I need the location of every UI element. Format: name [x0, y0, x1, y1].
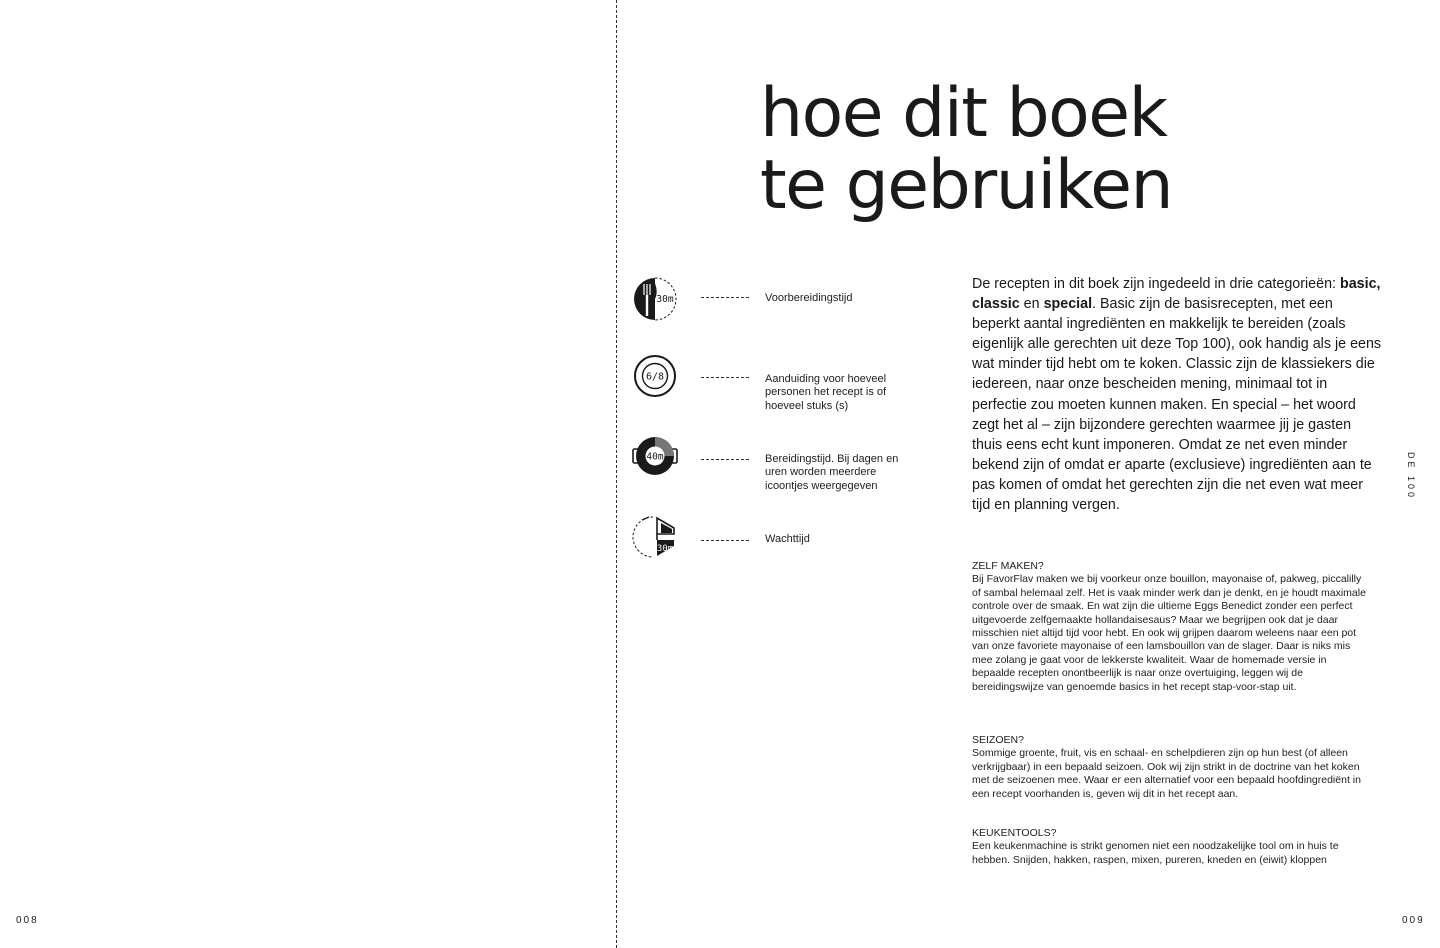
cutlery-timer-icon: [632, 276, 678, 322]
section-keukentools: [972, 827, 1372, 867]
leader-dots-1: [701, 297, 749, 298]
hourglass-waiting-icon: [632, 514, 678, 560]
section-zelf-maken: [972, 560, 1372, 694]
side-running-label: DE 100: [1406, 452, 1416, 501]
section-heading: SEIZOEN?: [972, 734, 1024, 746]
page-title: [760, 74, 1173, 225]
title-line-2: te gebruiken: [760, 146, 1173, 225]
legend-label-cooking-time: Bereidingstijd. Bij dagen en uren worden meerdere icoontjes weergegeven: [765, 453, 899, 492]
section-body: Bij FavorFlav maken we bij voorkeur onze bouillon, mayonaise of, pakweg, piccalilly of sambal helemaal zelf. Het is vaak minder werk dan je denkt, en je houdt maximale controle over de smaak. En wat zijn die ultieme Eggs Benedict zonder een perfect uitgevoerde zelfgemaakte hollandaisesaus? Maar we begrijpen ook dat je daar misschien niet altijd tijd voor hebt. En ook wij grijpen daarom weleens naar een pot van onze favoriete mayonaise of een lamsbouillon van de slager. Daar is niks mis mee zolang je gaat voor de lekkerste kwaliteit. Waar de homemade versie in bepaalde recepten onontbeerlijk is naar onze overtuiging, leggen wij de bereidingswijze van genoemde basics in het recept stap-voor-stap uit.: [972, 573, 1366, 693]
cutlery-timer-icon-text: 30m: [656, 294, 674, 305]
page-number-left: 008: [16, 915, 39, 926]
plate-servings-icon-text: 6/8: [645, 371, 665, 383]
intro-paragraph: [972, 274, 1382, 515]
intro-bold-special: special: [1043, 296, 1093, 313]
intro-sep-2: en: [1019, 296, 1044, 313]
page-fold-divider: [616, 0, 617, 948]
legend-label-prep-time: Voorbereidingstijd: [765, 292, 853, 304]
leader-dots-2: [701, 377, 749, 378]
section-body: Een keukenmachine is strikt genomen niet een noodzakelijke tool om in huis te hebben. Snijden, hakken, raspen, mixen, pureren, kneden en (eiwit) kloppen: [972, 840, 1339, 866]
title-line-1: hoe dit boek: [760, 74, 1167, 153]
pan-cooking-time-icon: [632, 433, 678, 479]
pan-cooking-time-icon-text: 40m: [646, 451, 664, 463]
plate-servings-icon: [632, 353, 678, 399]
hourglass-waiting-icon-text: 30m: [656, 544, 674, 554]
leader-dots-3: [701, 459, 749, 460]
section-heading: KEUKENTOOLS?: [972, 827, 1057, 839]
page-number-right: 009: [1402, 915, 1425, 926]
intro-text-1: De recepten in dit boek zijn ingedeeld in drie categorieën:: [972, 276, 1340, 292]
intro-bold-basic: basic: [1339, 276, 1377, 292]
legend-label-servings: Aanduiding voor hoeveel personen het recept is of hoeveel stuks (s): [765, 373, 887, 412]
intro-bold-sep-1: ,: [1376, 276, 1381, 292]
leader-dots-4: [701, 540, 749, 541]
intro-bold-classic: classic: [972, 296, 1020, 313]
intro-text-2: . Basic zijn de basisrecepten, met een beperkt aantal ingrediënten en makkelijk te bereiden (zoals eigenlijk alle gerechten uit deze Top 100), ook handig als je eens wat minder tijd hebt om te koken. Classic zijn de klassiekers die iedereen, naar onze bescheiden mening, minimaal tot in perfectie zou moeten kunnen maken. En special – het woord zegt het al – zijn bijzondere gerechten waarmee jij je gasten thuis eens echt kunt imponeren. Omdat ze net even minder bekend zijn of omdat er aparte (exclusieve) ingrediënten aan te pas komen of omdat het gerechten zijn die net even wat meer tijd en planning vergen.: [972, 296, 1382, 514]
section-heading: ZELF MAKEN?: [972, 560, 1044, 572]
legend-label-waiting-time: Wachttijd: [765, 533, 810, 545]
section-body: Sommige groente, fruit, vis en schaal- en schelpdieren zijn op hun best (of alleen verkrijgbaar) in een bepaald seizoen. Ook wij zijn strikt in de doctrine van het koken met de seizoenen mee. Waar er een alternatief voor een bepaald hoofdingrediënt in een recept voorhanden is, geven wij dit in het recept aan.: [972, 747, 1361, 800]
section-seizoen: [972, 734, 1372, 801]
